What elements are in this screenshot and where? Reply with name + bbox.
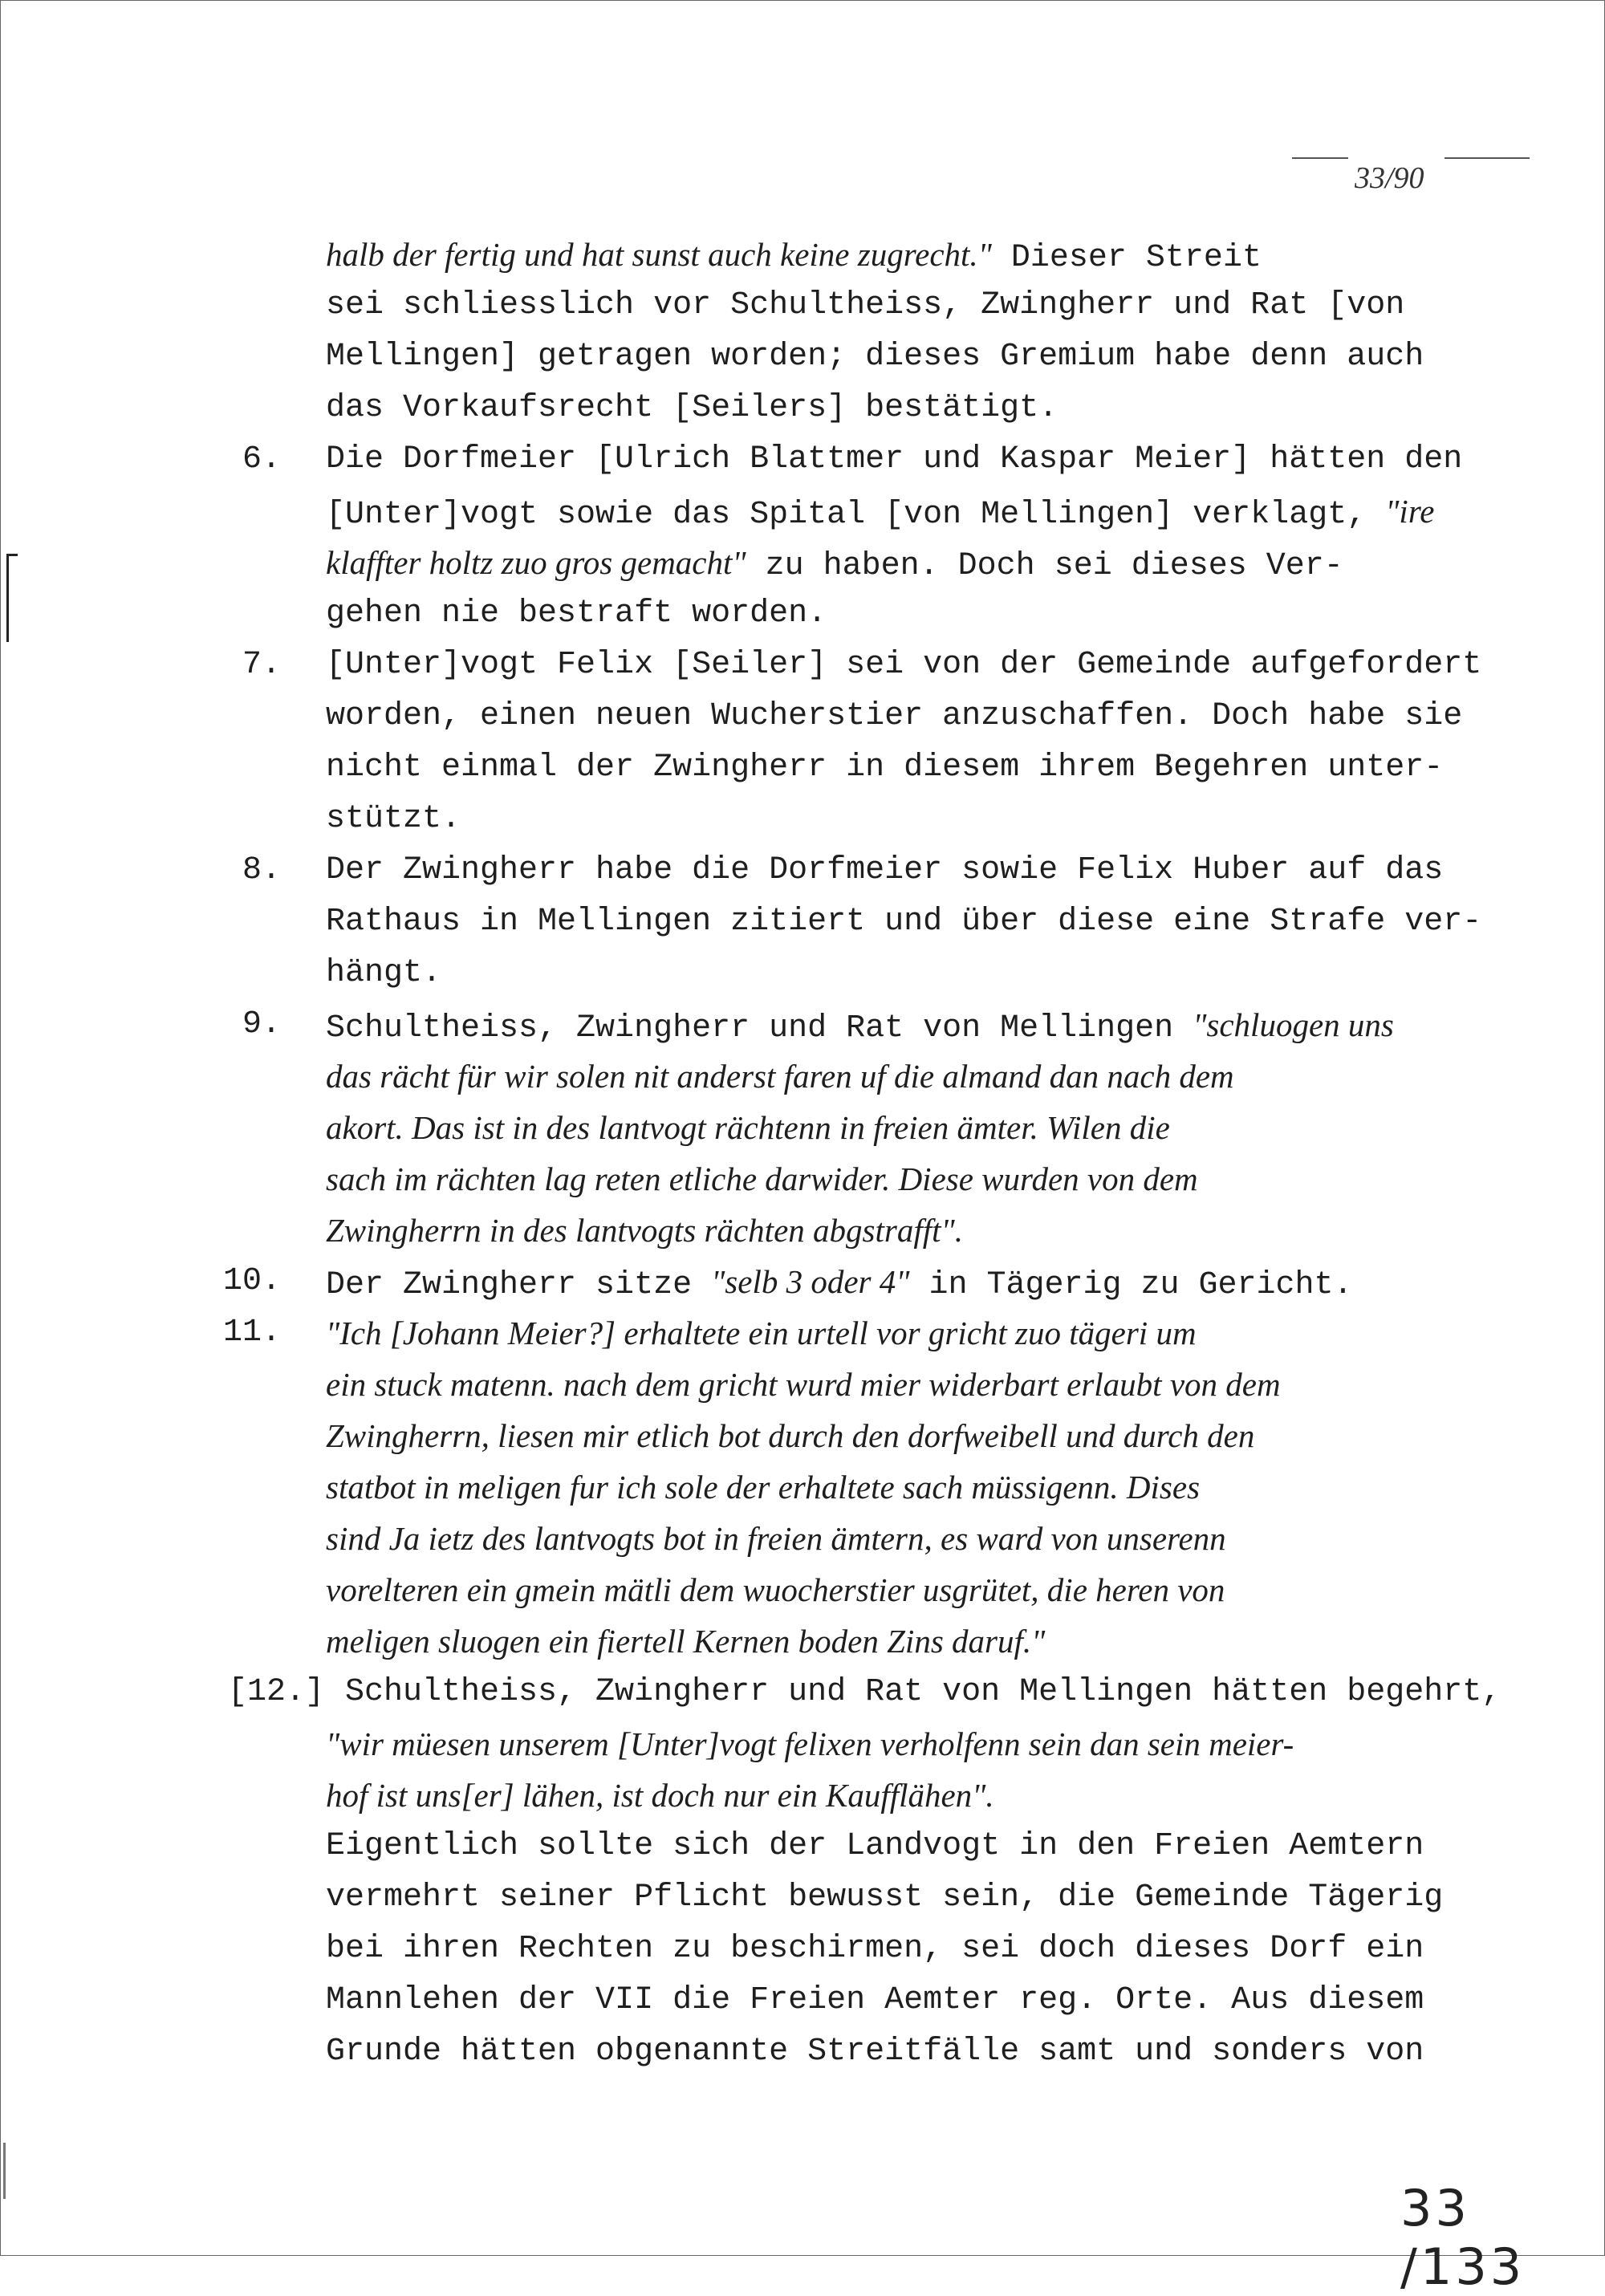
item-line: Mannlehen der VII die Freien Aemter reg. Orte. Aus diesem [326,1982,1424,2018]
item-number: 7. [242,647,281,683]
item-line: "Ich [Johann Meier?] erhaltete ein urtell vor gricht zuo tägeri um [326,1315,1197,1351]
header-rule [1292,157,1348,159]
item-line: Rathaus in Mellingen zitiert und über diese eine Strafe ver- [326,904,1482,940]
page-reference: 33/90 [1355,161,1424,195]
item-line: stützt. [326,801,461,837]
item-number: 6. [242,441,281,477]
item-line: meligen sluogen ein fiertell Kernen boden Zins daruf." [326,1623,1046,1660]
item-number: 10. [222,1263,281,1299]
item-number: 9. [242,1006,281,1042]
item-line: vermehrt seiner Pflicht bewusst sein, die Gemeinde Tägerig [326,1879,1444,1916]
item-line: "wir müesen unserem [Unter]vogt felixen verholfenn sein dan sein meier- [326,1725,1294,1762]
continuation-line: halb der fertig und hat sunst auch keine zugrecht." Dieser Streit [326,236,1262,276]
item-line: Schultheiss, Zwingherr und Rat von Mellingen "schluogen uns [326,1006,1394,1046]
item-line: Der Zwingherr habe die Dorfmeier sowie Felix Huber auf das [326,852,1444,888]
handwritten-page-number: 33 /133 [1400,2179,1526,2296]
item-line: das rächt für wir solen nit anderst faren uf die almand dan nach dem [326,1058,1234,1095]
item-line: akort. Das ist in des lantvogt rächtenn in freien ämter. Wilen die [326,1109,1170,1146]
item-line: [Unter]vogt sowie das Spital [von Mellingen] verklagt, "ire [326,493,1435,533]
item-line: Die Dorfmeier [Ulrich Blattmer und Kaspar Meier] hätten den [326,441,1463,477]
item-number: [12.] [228,1674,325,1710]
item-line: sind Ja ietz des lantvogts bot in freien ämtern, es ward von unserenn [326,1520,1226,1557]
item-line: klaffter holtz zuo gros gemacht" zu haben. Doch sei dieses Ver- [326,544,1343,584]
item-number: 8. [242,852,281,888]
item-line: nicht einmal der Zwingherr in diesem ihrem Begehren unter- [326,750,1444,786]
item-number: 11. [222,1315,281,1351]
item-line: ein stuck matenn. nach dem gricht wurd mier widerbart erlaubt von dem [326,1366,1281,1403]
continuation-line: sei schliesslich vor Schultheiss, Zwingherr und Rat [von [326,287,1405,323]
item-line: worden, einen neuen Wucherstier anzuschaffen. Doch habe sie [326,698,1463,734]
item-line: gehen nie bestraft worden. [326,595,827,632]
item-line: Schultheiss, Zwingherr und Rat von Mellingen hätten begehrt, [345,1674,1501,1710]
item-line: bei ihren Rechten zu beschirmen, sei doch dieses Dorf ein [326,1931,1424,1967]
item-line: Eigentlich sollte sich der Landvogt in den Freien Aemtern [326,1828,1424,1864]
scan-mark [6,554,9,642]
item-line: sach im rächten lag reten etliche darwider. Diese wurden von dem [326,1160,1198,1197]
item-line: Grunde hätten obgenannte Streitfälle samt und sonders von [326,2034,1424,2070]
item-line: Zwingherrn in des lantvogts rächten abgstrafft". [326,1212,963,1249]
item-line: hängt. [326,955,442,991]
continuation-line: das Vorkaufsrecht [Seilers] bestätigt. [326,390,1058,426]
item-line: vorelteren ein gmein mätli dem wuocherstier usgrütet, die heren von [326,1571,1225,1608]
item-line: hof ist uns[er] lähen, ist doch nur ein Kaufflähen". [326,1777,994,1814]
item-line: Zwingherrn, liesen mir etlich bot durch den dorfweibell und durch den [326,1417,1255,1454]
continuation-line: Mellingen] getragen worden; dieses Gremium habe denn auch [326,339,1424,375]
scan-mark [6,554,18,556]
item-line: Der Zwingherr sitze "selb 3 oder 4" in Tägerig zu Gericht. [326,1263,1353,1303]
header-rule [1444,157,1530,159]
scan-mark [3,2143,6,2199]
item-line: [Unter]vogt Felix [Seiler] sei von der Gemeinde aufgefordert [326,647,1482,683]
item-line: statbot in meligen fur ich sole der erhaltete sach müssigenn. Dises [326,1469,1201,1506]
